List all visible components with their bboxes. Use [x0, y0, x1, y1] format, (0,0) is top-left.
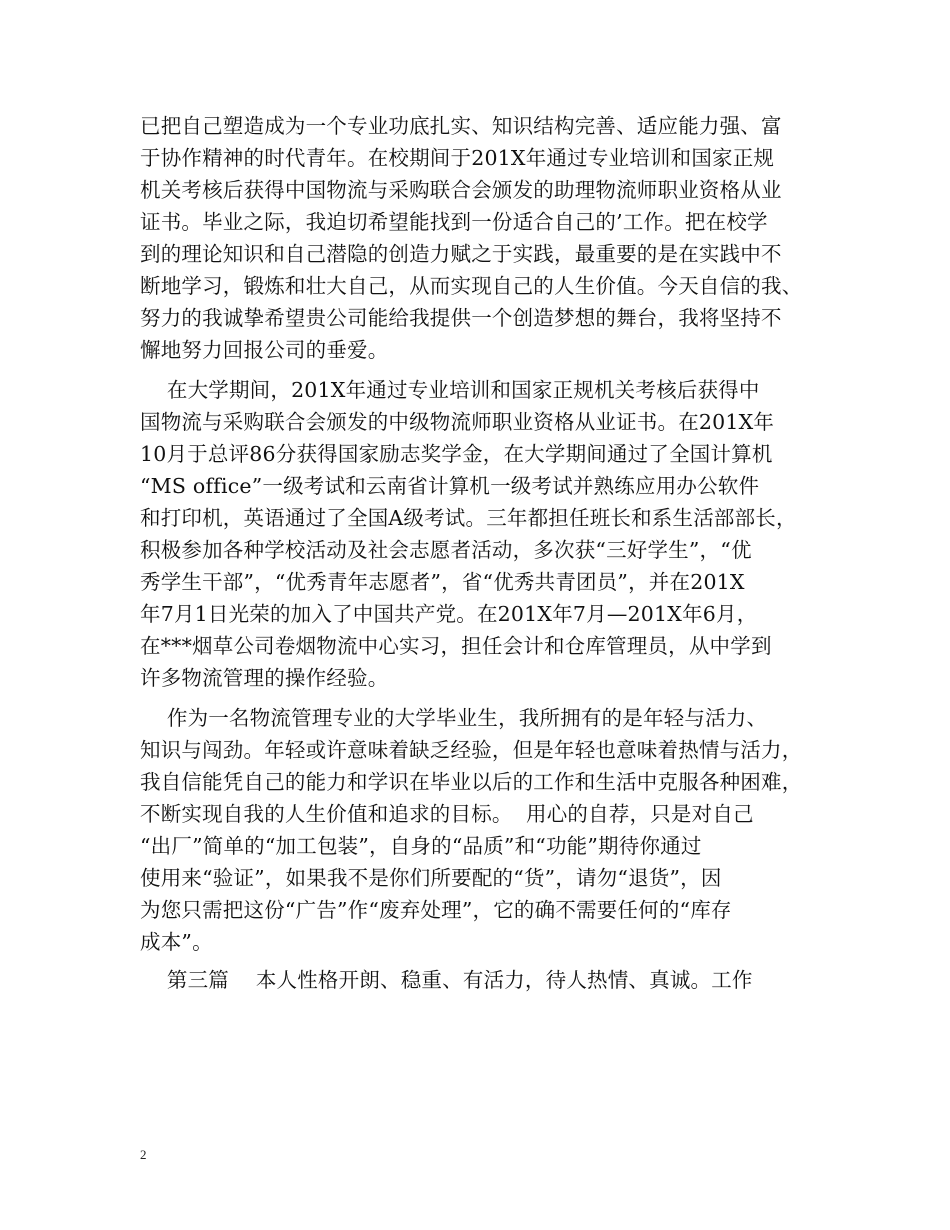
text-line-24: 使用来“验证”，如果我不是你们所要配的“货”，请勿“退货”，因: [140, 866, 722, 890]
page-number: 2: [140, 1147, 147, 1162]
text-line-22: 不断实现自我的人生价值和追求的目标。 用心的自荐，只是对自己: [140, 802, 754, 826]
text-line-26: 成本”。: [140, 930, 213, 954]
text-line-20: 知识与闯劲。年轻或许意味着缺乏经验，但是年轻也意味着热情与活力，: [140, 738, 803, 762]
text-line-25: 为您只需把这份“广告”作“废弃处理”，它的确不需要任何的“库存: [140, 898, 732, 922]
text-line-18: 许多物流管理的操作经验。: [140, 666, 389, 690]
text-line-8: 懈地努力回报公司的垂爱。: [140, 338, 389, 362]
text-line-23: “出厂”简单的“加工包装”，自身的“品质”和“功能”期待你通过: [140, 834, 702, 858]
text-line-13: 和打印机，英语通过了全国A级考试。三年都担任班长和系生活部部长，: [140, 506, 797, 530]
text-line-9: 在大学期间，201X年通过专业培训和国家正规机关考核后获得中: [140, 378, 760, 402]
text-line-2: 于协作精神的时代青年。在校期间于201X年通过专业培训和国家正规: [140, 146, 775, 170]
text-line-21: 我自信能凭自己的能力和学识在毕业以后的工作和生活中克服各种困难，: [140, 770, 803, 794]
text-line-3: 机关考核后获得中国物流与采购联合会颁发的助理物流师职业资格从业: [140, 178, 782, 202]
text-line-16: 年7月1日光荣的加入了中国共产党。在201X年7月—201X年6月，: [140, 602, 758, 626]
text-line-14: 积极参加各种学校活动及社会志愿者活动，多次获“三好学生”，“优: [140, 538, 752, 562]
text-line-27: 第三篇 本人性格开朗、稳重、有活力，待人热情、真诚。工作: [140, 968, 753, 992]
text-line-15: 秀学生干部”，“优秀青年志愿者”，省“优秀共青团员”，并在201X: [140, 570, 745, 594]
text-line-11: 10月于总评86分获得国家励志奖学金，在大学期间通过了全国计算机: [140, 442, 773, 466]
text-line-6: 断地学习，锻炼和壮大自己，从而实现自己的人生价值。今天自信的我、: [140, 274, 803, 298]
text-line-7: 努力的我诚挚希望贵公司能给我提供一个创造梦想的舞台，我将坚持不: [140, 306, 782, 330]
text-line-1: 已把自己塑造成为一个专业功底扎实、知识结构完善、适应能力强、富: [140, 114, 782, 138]
text-line-19: 作为一名物流管理专业的大学毕业生，我所拥有的是年轻与活力、: [140, 706, 768, 730]
text-line-10: 国物流与采购联合会颁发的中级物流师职业资格从业证书。在201X年: [140, 410, 775, 434]
text-line-5: 到的理论知识和自己潜隐的创造力赋之于实践，最重要的是在实践中不: [140, 242, 782, 266]
text-line-17: 在***烟草公司卷烟物流中心实习，担任会计和仓库管理员，从中学到: [140, 634, 772, 658]
text-line-4: 证书。毕业之际，我迫切希望能找到一份适合自己的’工作。把在校学: [140, 210, 768, 234]
text-line-12: “MS office”一级考试和云南省计算机一级考试并熟练应用办公软件: [140, 474, 760, 498]
